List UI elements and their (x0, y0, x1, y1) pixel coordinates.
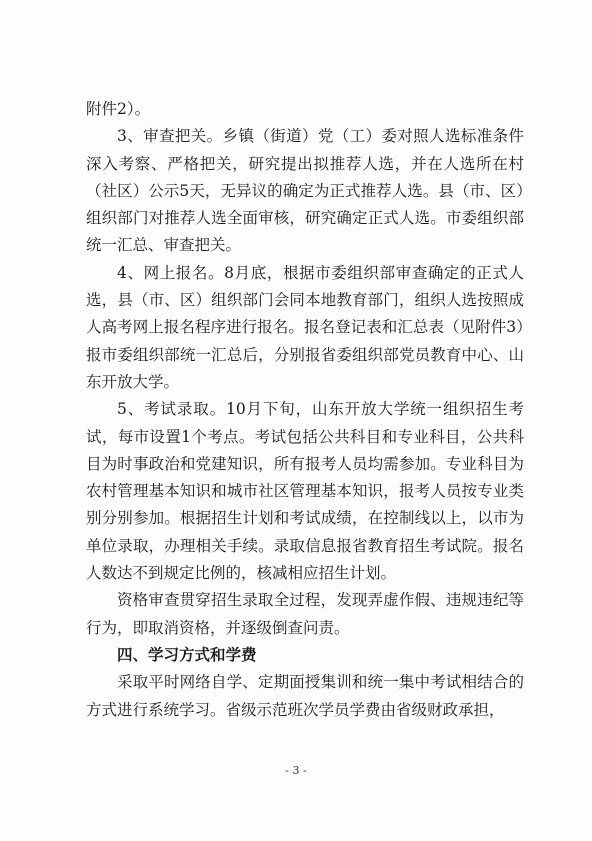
paragraph-attachment-ref: 附件2）。 (86, 100, 151, 118)
paragraph-online-registration: 4、网上报名。8月底，根据市委组织部审查确定的正式人选，县（市、区）组织部门会同本地教育部门，组织人选按照成人高考网上报名程序进行报名。报名登记表和汇总表（见附件3）报市委组织部统一汇总后，分别报省委组织部党员教育中心、山东开放大学。 (86, 263, 524, 391)
page-number: - 3 - (285, 764, 307, 777)
paragraph-exam-admission: 5、考试录取。10月下旬，山东开放大学统一组织招生考试，每市设置1个考点。考试包括公共科目和专业科目，公共科目为时事政治和党建知识，所有报考人员均需参加。专业科目为农村管理基本知识和城市社区管理基本知识，报考人员按专业类别分别参加。根据招生计划和考试成绩，在控制线以上，以市为单位录取，办理相关手续。录取信息报省教育招生考试院。报名人数达不到规定比例的，核减相应招生计划。 (86, 400, 524, 583)
section-heading: 四、学习方式和学费 (117, 645, 257, 664)
paragraph-qualification-review: 资格审查贯穿招生录取全过程，发现弄虚作假、违规违纪等行为，即取消资格，并逐级倒查问责。 (86, 591, 524, 637)
paragraph-review-check: 3、审查把关。乡镇（街道）党（工）委对照人选标准条件深入考察、严格把关，研究提出拟推荐人选，并在人选所在村（社区）公示5天，无异议的确定为正式推荐人选。县（市、区）组织部门对推荐人选全面审核，研究确定正式人选。市委组织部统一汇总、审查把关。 (86, 127, 524, 255)
document-body (86, 96, 524, 724)
paragraph-study-method: 采取平时网络自学、定期面授集训和统一集中考试相结合的方式进行系统学习。省级示范班次学员学费由省级财政承担， (86, 673, 524, 719)
